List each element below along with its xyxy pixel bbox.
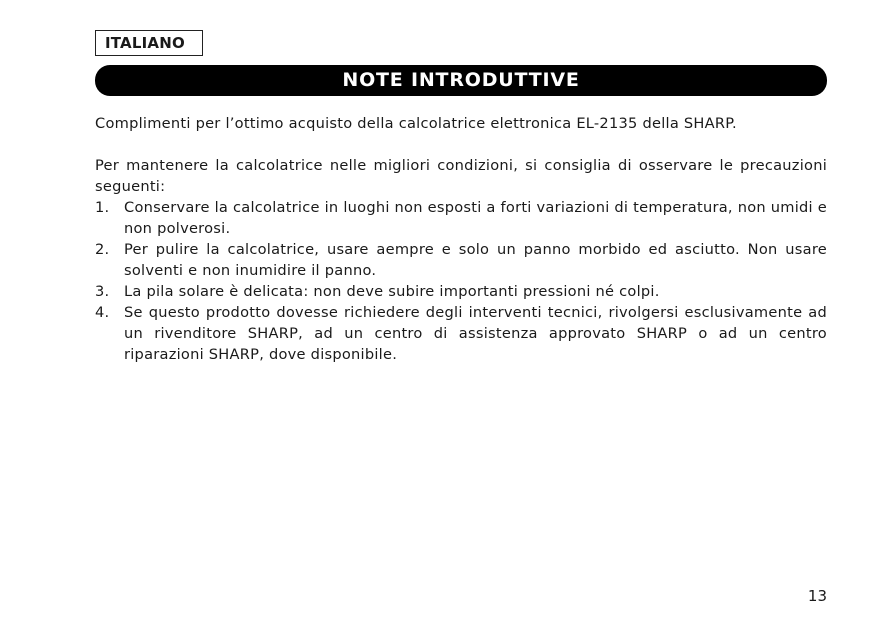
list-item (95, 197, 827, 239)
list-item-number: 1. (95, 199, 110, 216)
advice-paragraph: Per mantenere la calcolatrice nelle migliori condizioni, si consiglia di osservare le precauzioni seguenti: (95, 157, 827, 195)
list-item-text: La pila solare è delicata: non deve subire importanti pressioni né colpi. (124, 283, 660, 300)
list-item-number: 2. (95, 241, 110, 258)
list-item (95, 302, 827, 365)
section-title: NOTE INTRODUTTIVE (95, 65, 827, 96)
list-item-number: 4. (95, 304, 110, 321)
list-item (95, 281, 827, 302)
intro-paragraph: Complimenti per l’ottimo acquisto della calcolatrice elettronica EL-2135 della SHARP. (95, 115, 737, 132)
list-item-text: Conservare la calcolatrice in luoghi non esposti a forti variazioni di temperatura, non umidi e non polverosi. (124, 199, 827, 237)
page-number: 13 (807, 587, 827, 605)
precautions-list (95, 197, 827, 365)
page-content (95, 113, 827, 365)
list-item-text: Se questo prodotto dovesse richiedere degli interventi tecnici, rivolgersi esclusivamente ad un rivenditore SHARP, ad un centro di assistenza approvato SHARP o ad un centro riparazioni SHARP, dove disponibile. (124, 304, 827, 363)
list-item-number: 3. (95, 283, 110, 300)
language-label: ITALIANO (95, 30, 203, 56)
list-item (95, 239, 827, 281)
list-item-text: Per pulire la calcolatrice, usare aempre e solo un panno morbido ed asciutto. Non usare solventi e non inumidire il panno. (124, 241, 827, 279)
